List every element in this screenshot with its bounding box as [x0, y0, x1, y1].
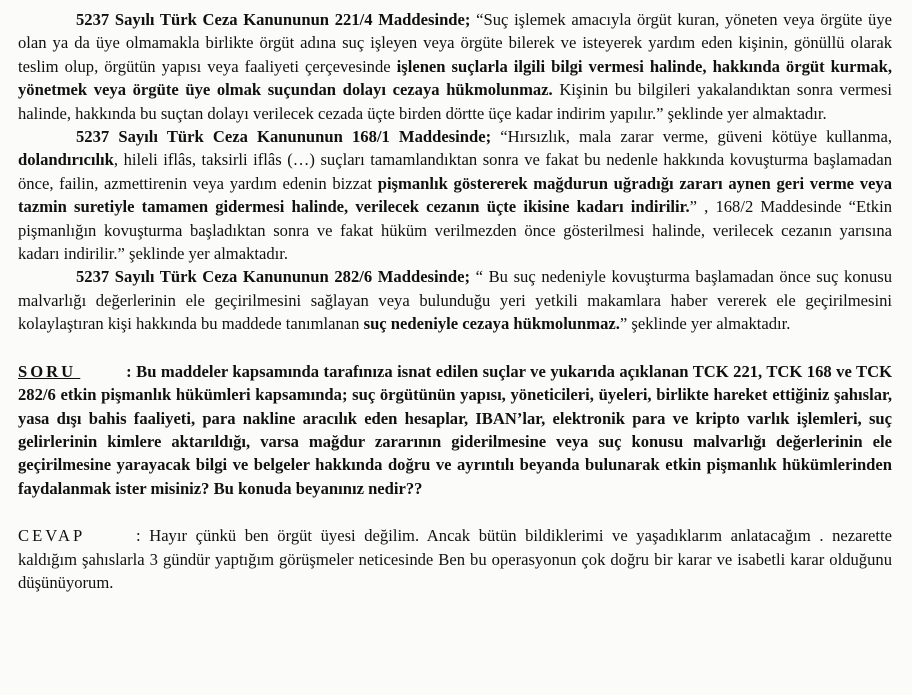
question-text: : Bu maddeler kapsamında tarafınıza isnat edilen suçlar ve yukarıda açıklanan TCK 221, TCK 168 ve TCK 282/6 etkin pişmanlık hükümleri kapsamında; suç örgütünün yapısı, yöneticileri, üyeleri, birlikte hareket ettiğiniz şahıslar, yasa dışı bahis faaliyeti, para nakline aracılık eden hesaplar, IBAN’lar, elektronik para ve kripto varlık işlemleri, suç gelirlerinin kimlere aktarıldığı, varsa mağdur zararının giderilmesine veya suç konusu malvarlığı değerlerinin ele geçirilmesine yarayacak bilgi ve belgeler hakkında doğru ve ayrıntılı beyanda bulunarak etkin pişmanlık hükümlerinden faydalanmak ister misiniz? Bu konuda beyanınız nedir?? [18, 361, 892, 498]
article-282-text-1: “ Bu suç nedeniyle kovuşturma başlamadan önce suç konusu malvarlığı değerlerinin ele geçirilmesini sağlayan veya bulunduğu yeri yetkili makamlara haber vererek ele geçirilmesini kolaylaştıran kişi hakkında bu maddede tanımlanan [18, 267, 892, 334]
article-221-bold-text: işlenen suçlarla ilgili bilgi vermesi halinde, hakkında örgüt kurmak, yönetmek veya örgüte üye olmak suçundan dolayı cezaya hükmolunmaz. [18, 56, 892, 100]
article-221-reference: 5237 Sayılı Türk Ceza Kanununun 221/4 Maddesinde; [76, 10, 471, 29]
article-168-reference: 5237 Sayılı Türk Ceza Kanununun 168/1 Maddesinde; [76, 127, 492, 147]
spacer [18, 336, 892, 360]
question-paragraph [18, 360, 892, 500]
article-168-text-2: , hileli iflâs, taksirli iflâs (…) suçları tamamlandıktan sonra ve fakat bu nedenle hakkında kovuşturma başlamadan önce, failin, azmettirenin veya yardım edenin bizzat [18, 150, 892, 193]
question-label-underline [76, 360, 126, 383]
article-168-bold-word: dolandırıcılık [18, 150, 114, 170]
answer-paragraph [18, 524, 892, 594]
article-221-text-1: “Suç işlemek amacıyla örgüt kuran, yöneten veya örgüte üye olan ya da üye olmamakla birlikte örgüt adına suç işleyen veya örgüte bilerek ve isteyerek yardım eden kişinin, gönüllü olarak teslim olup, örgütün yapısı veya faaliyeti çerçevesinde [18, 10, 892, 76]
article-282-text-2: ” şeklinde yer almaktadır. [619, 314, 791, 334]
article-168-text-1: “Hırsızlık, mala zarar verme, güveni kötüye kullanma, [491, 127, 892, 147]
article-282-reference: 5237 Sayılı Türk Ceza Kanununun 282/6 Maddesinde; [76, 267, 470, 287]
answer-label: CEVAP [18, 526, 86, 546]
article-221-paragraph [18, 8, 892, 125]
spacer [18, 500, 892, 524]
document-body [18, 8, 892, 594]
article-282-bold-text: suç nedeniyle cezaya hükmolunmaz. [363, 314, 620, 334]
question-label: SORU [18, 361, 77, 381]
article-221-text-2: Kişinin bu bilgileri yakalandıktan sonra vermesi halinde, hakkında bu suçtan dolayı verilecek cezada üçte birden dörtte üçe kadar indirim yapılır.” şeklinde yer almaktadır. [18, 80, 892, 123]
article-168-paragraph [18, 125, 892, 265]
article-282-paragraph [18, 265, 892, 335]
article-168-text-3: ” , 168/2 Maddesinde “Etkin pişmanlığın kovuşturma başladıktan sonra ve fakat hüküm verilmezden önce gösterilmesi halinde, verilecek cezanın yarısına kadarı indirilir.” şeklinde yer almaktadır. [18, 197, 892, 264]
answer-text: : Hayır çünkü ben örgüt üyesi değilim. Ancak bütün bildiklerimi ve yaşadıklarım anlatacağım . nezarette kaldığım şahıslarla 3 gündür yaptığım görüşmeler neticesinde Ben bu operasyonun çok doğru bir karar ve isabetli karar olduğunu düşünüyorum. [18, 526, 892, 592]
article-168-bold-text: pişmanlık göstererek mağdurun uğradığı zararı aynen geri verme veya tazmin suretiyle tamamen gidermesi halinde, verilecek cezanın üçte ikisine kadarı indirilir. [18, 173, 892, 217]
